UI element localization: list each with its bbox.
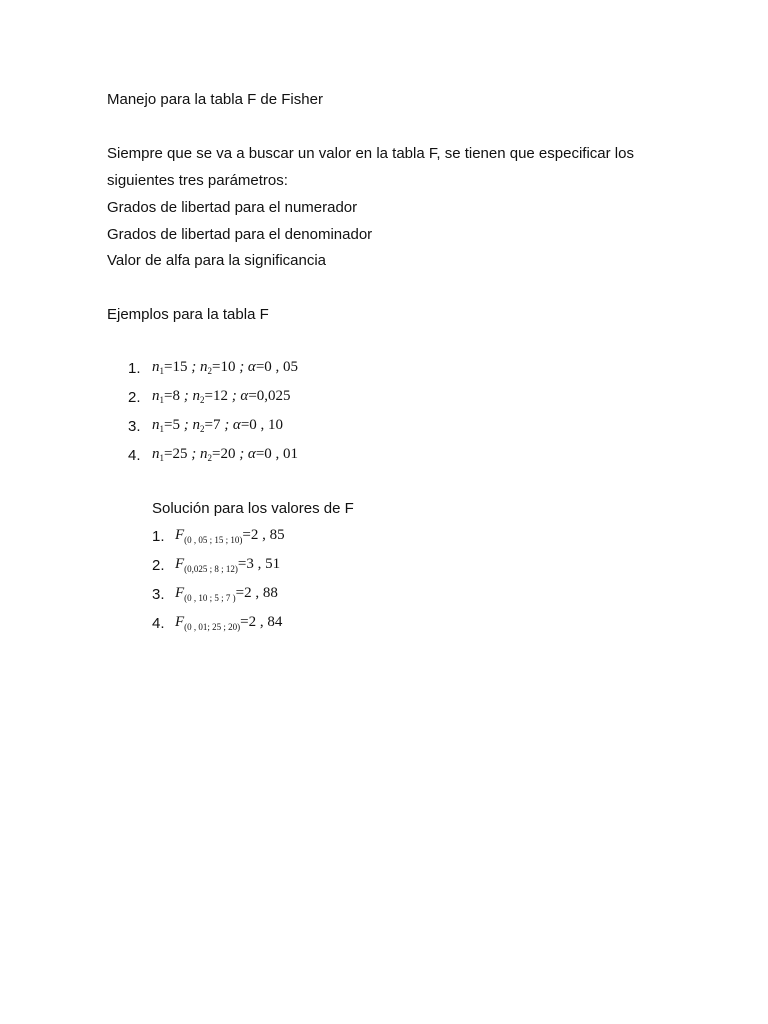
n2-value: 10 xyxy=(220,359,236,375)
f-subscript: (0 , 01; 25 ; 20) xyxy=(184,622,241,632)
n1-value: 15 xyxy=(172,359,188,375)
n2-value: 20 xyxy=(220,446,236,462)
page-title: Manejo para la tabla F de Fisher xyxy=(107,91,323,108)
f-value: 3 , 51 xyxy=(246,556,281,572)
n1-value: 8 xyxy=(172,388,180,404)
list-number: 4. xyxy=(152,615,165,632)
alpha-value: 0 , 05 xyxy=(264,359,299,375)
list-number: 4. xyxy=(128,447,141,464)
examples-heading: Ejemplos para la tabla F xyxy=(107,306,269,323)
f-value: 2 , 84 xyxy=(248,614,283,630)
n1-value: 5 xyxy=(172,417,180,433)
n2-value: 7 xyxy=(212,417,221,433)
intro-line-1: Siempre que se va a buscar un valor en la tabla F, se tienen que especificar los xyxy=(107,145,634,162)
solution-formula: $F_{(0 , 01; 25 ; 20)}=2$ , 84 xyxy=(175,614,283,632)
list-number: 3. xyxy=(152,586,165,603)
f-subscript: (0 , 05 ; 15 ; 10) xyxy=(184,535,243,545)
list-number: 1. xyxy=(152,528,165,545)
f-value: 2 , 88 xyxy=(244,585,278,601)
example-formula: $n_1=8$ ; $n_2=12$ ; α=0,025 xyxy=(152,388,291,405)
parameter-alpha: Valor de alfa para la significancia xyxy=(107,252,327,269)
list-number: 1. xyxy=(128,360,141,377)
solutions-heading: Solución para los valores de F xyxy=(152,500,354,517)
solution-formula: $F_{(0 , 10 ; 5 ; 7 )}=2$ , 88 xyxy=(175,585,278,603)
alpha-value: 0 , 01 xyxy=(264,446,299,462)
parameter-numerator: Grados de libertad para el numerador xyxy=(107,199,358,216)
example-formula: $n_1=5$ ; $n_2=7$ ; α=0 , 10 xyxy=(152,417,284,434)
intro-line-2: siguientes tres parámetros: xyxy=(107,172,288,189)
solution-formula: $F_{(0,025 ; 8 ; 12)}=3$ , 51 xyxy=(175,556,281,574)
f-subscript: (0 , 10 ; 5 ; 7 ) xyxy=(184,593,236,603)
parameter-denominator: Grados de libertad para el denominador xyxy=(107,226,373,243)
f-value: 2 , 85 xyxy=(250,527,285,543)
f-subscript: (0,025 ; 8 ; 12) xyxy=(184,564,238,574)
example-formula: $n_1=25$ ; $n_2=20$ ; α=0 , 01 xyxy=(152,446,299,463)
example-formula: $n_1=15$ ; $n_2=10$ ; α=0 , 05 xyxy=(152,359,299,376)
list-number: 2. xyxy=(152,557,165,574)
n1-value: 25 xyxy=(172,446,188,462)
alpha-value: 0 , 10 xyxy=(249,417,284,433)
list-number: 2. xyxy=(128,389,141,406)
solution-formula: $F_{(0 , 05 ; 15 ; 10)}=2$ , 85 xyxy=(175,527,285,545)
list-number: 3. xyxy=(128,418,141,435)
alpha-value: 0,025 xyxy=(256,388,291,404)
n2-value: 12 xyxy=(212,388,228,404)
